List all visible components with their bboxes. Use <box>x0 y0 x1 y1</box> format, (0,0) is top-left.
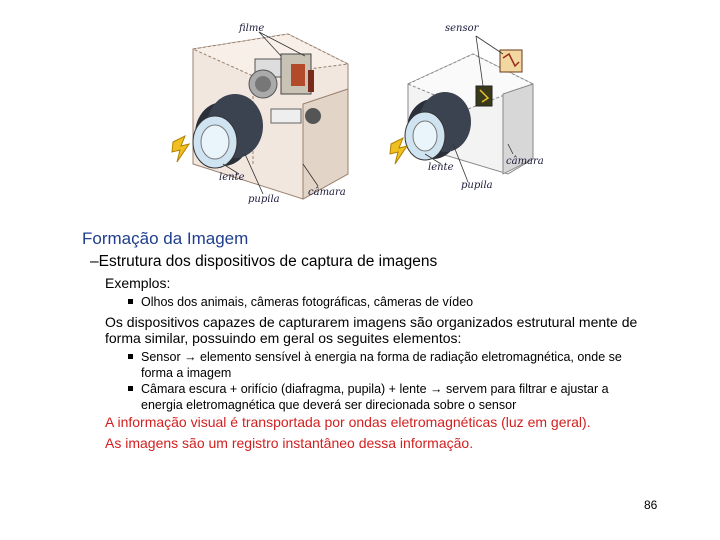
paragraph-line-1: Os dispositivos capazes de capturarem imagens são organizados estrutural mente de <box>105 314 638 330</box>
sensor-bullet-text: Sensor → elemento sensível à energia na forma de radiação eletromagnética, onde se forma a imagem <box>141 350 622 380</box>
examples-bullet-text: Olhos dos animais, câmeras fotográficas, câmeras de vídeo <box>141 295 474 309</box>
camara-label-right: câmara <box>506 156 544 167</box>
lente-label-left: lente <box>219 172 245 183</box>
camara-bullet-text: Câmara escura + orifício (diafragma, pupila) + lente → servem para filtrar e ajustar a energia eletromagnética que deverá ser direcionada sobre o sensor <box>141 382 609 412</box>
lente-label-right: lente <box>428 162 454 173</box>
page-number: 86 <box>644 498 658 512</box>
camera-diagram-svg <box>163 14 555 214</box>
film-camera-drawing <box>172 32 348 199</box>
filme-label: filme <box>239 23 265 34</box>
slide-title: Formação da Imagem <box>82 229 249 248</box>
camara-label-left: câmara <box>308 187 346 198</box>
bullet-square-icon <box>128 299 133 304</box>
red-statement-2: As imagens são um registro instantâneo dessa informação. <box>105 435 474 451</box>
red-statement-1: A informação visual é transportada por ondas eletromagnéticas (luz em geral). <box>105 414 591 430</box>
pupila-label-right: pupila <box>461 180 493 191</box>
paragraph-line-2: forma similar, possuindo em geral os seguites elementos: <box>105 330 462 346</box>
bullet-square-icon <box>128 386 133 391</box>
camera-illustration <box>163 14 555 214</box>
bullet-square-icon <box>128 354 133 359</box>
slide-subtitle: –Estrutura dos dispositivos de captura de imagens <box>90 253 438 270</box>
examples-label: Exemplos: <box>105 275 171 291</box>
sensor-label: sensor <box>445 23 479 34</box>
pupila-label-left: pupila <box>248 194 280 205</box>
